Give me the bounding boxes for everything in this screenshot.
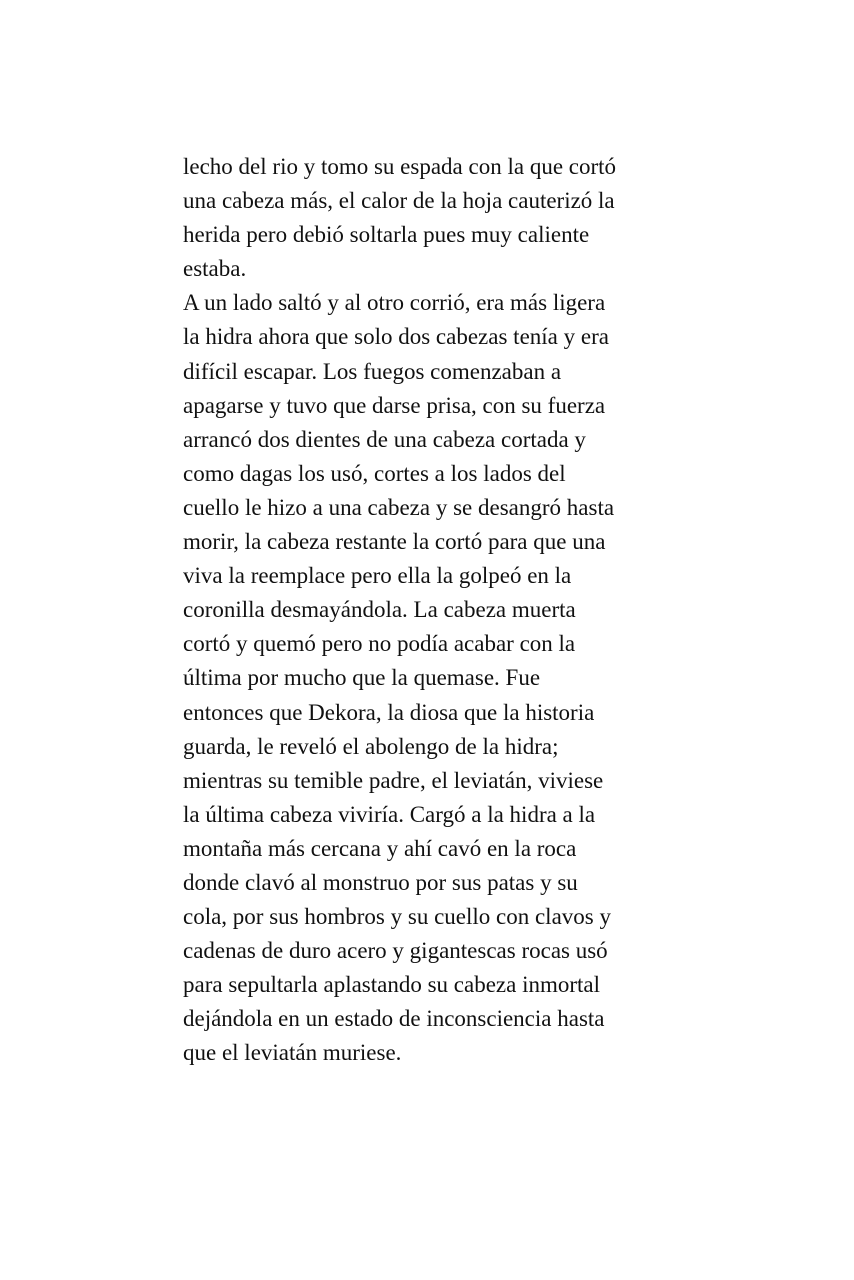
text-line: difícil escapar. Los fuegos comenzaban a [183, 358, 562, 384]
text-line: la última cabeza viviría. Cargó a la hidra a la [183, 801, 596, 827]
text-line: estaba. [183, 256, 247, 282]
text-line: la hidra ahora que solo dos cabezas tenía y era [183, 324, 609, 350]
text-line: cola, por sus hombros y su cuello con clavos y [183, 904, 611, 930]
text-line: coronilla desmayándola. La cabeza muerta [183, 597, 576, 623]
text-line: guarda, le reveló el abolengo de la hidra; [183, 733, 559, 759]
text-line: arrancó dos dientes de una cabeza cortada y [183, 426, 586, 452]
text-line: para sepultarla aplastando su cabeza inmortal [183, 972, 601, 998]
text-line: una cabeza más, el calor de la hoja cauterizó la [183, 188, 615, 214]
text-line: donde clavó al monstruo por sus patas y su [183, 869, 578, 895]
text-line: que el leviatán muriese. [183, 1040, 402, 1066]
text-line: mientras su temible padre, el leviatán, viviese [183, 767, 604, 793]
text-line: lecho del rio y tomo su espada con la que cortó [183, 154, 617, 179]
text-line: última por mucho que la quemase. Fue [183, 665, 541, 691]
text-line: herida pero debió soltarla pues muy caliente [183, 222, 590, 248]
text-line: morir, la cabeza restante la cortó para que una [183, 529, 606, 555]
text-line: viva la reemplace pero ella la golpeó en la [183, 563, 572, 589]
text-line: cortó y quemó pero no podía acabar con la [183, 631, 576, 657]
body-text [183, 150, 683, 1071]
text-line: entonces que Dekora, la diosa que la historia [183, 699, 595, 725]
text-line: apagarse y tuvo que darse prisa, con su fuerza [183, 392, 606, 418]
text-line: dejándola en un estado de inconsciencia hasta [183, 1006, 605, 1032]
text-line: cadenas de duro acero y gigantescas rocas usó [183, 938, 608, 964]
text-line: como dagas los usó, cortes a los lados del [183, 460, 566, 486]
text-line: cuello le hizo a una cabeza y se desangró hasta [183, 494, 615, 520]
text-line: montaña más cercana y ahí cavó en la roca [183, 835, 577, 861]
text-line: A un lado saltó y al otro corrió, era más ligera [183, 290, 606, 316]
